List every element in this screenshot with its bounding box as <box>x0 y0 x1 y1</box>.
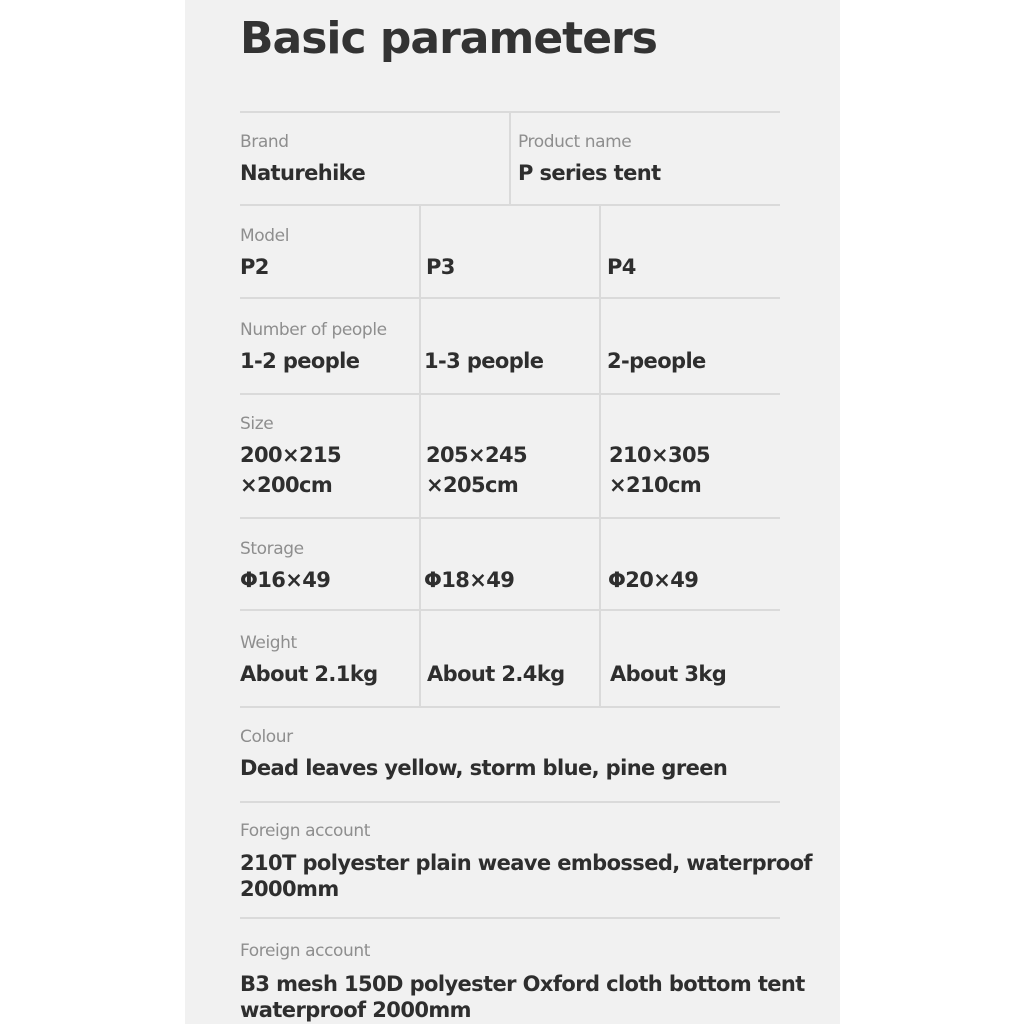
brand-value: Naturehike <box>240 161 366 185</box>
weight-value-p3: About 2.4kg <box>427 662 565 686</box>
row-divider <box>240 297 780 299</box>
weight-value-p2: About 2.1kg <box>240 662 378 686</box>
colour-label: Colour <box>240 727 293 747</box>
foreign-account-2-value-line2: waterproof 2000mm <box>240 998 471 1022</box>
size-value-p3-line1: 205×245 <box>426 443 528 467</box>
foreign-account-value-line1: 210T polyester plain weave embossed, waterproof <box>240 851 812 875</box>
model-value-p2: P2 <box>240 255 269 279</box>
size-cell <box>240 414 341 499</box>
model-label: Model <box>240 226 290 246</box>
colour-value: Dead leaves yellow, storm blue, pine green <box>240 756 728 780</box>
product-name-cell <box>518 132 661 187</box>
foreign-account-label-2: Foreign account <box>240 941 371 961</box>
size-value-p4-line1: 210×305 <box>609 443 711 467</box>
row-divider <box>240 917 780 919</box>
storage-label: Storage <box>240 539 304 559</box>
row-divider <box>240 801 780 803</box>
weight-label: Weight <box>240 633 297 653</box>
people-value-p4: 2-people <box>607 349 706 373</box>
foreign-account-2-value-line1: B3 mesh 150D polyester Oxford cloth bottom tent <box>240 972 805 996</box>
size-value-p2-line2: ×200cm <box>240 473 333 497</box>
size-value-p2-line1: 200×215 <box>240 443 342 467</box>
column-divider <box>509 111 511 204</box>
size-cell-p4 <box>609 442 710 499</box>
row-divider <box>240 204 780 206</box>
product-name-value: P series tent <box>518 161 661 185</box>
foreign-account-label: Foreign account <box>240 821 371 841</box>
column-divider <box>419 204 421 706</box>
model-value-p3: P3 <box>426 255 455 279</box>
storage-value-p3: Φ18×49 <box>424 568 515 592</box>
people-label: Number of people <box>240 320 387 340</box>
storage-value-p4: Φ20×49 <box>608 568 699 592</box>
product-name-label: Product name <box>518 132 632 152</box>
brand-cell <box>240 132 365 187</box>
colour-cell <box>240 727 727 782</box>
row-divider <box>240 609 780 611</box>
size-value-p3-line2: ×205cm <box>426 473 519 497</box>
size-cell-p3 <box>426 442 527 499</box>
size-value-p4-line2: ×210cm <box>609 473 702 497</box>
foreign-account-value-line2: 2000mm <box>240 877 339 901</box>
foreign-account-cell-2 <box>240 941 805 1024</box>
foreign-account-cell <box>240 821 812 903</box>
people-value-p2: 1-2 people <box>240 349 360 373</box>
column-divider <box>599 204 601 706</box>
weight-cell <box>240 633 378 688</box>
page-title: Basic parameters <box>240 13 657 64</box>
people-cell <box>240 320 387 375</box>
model-value-p4: P4 <box>607 255 636 279</box>
storage-cell <box>240 539 330 594</box>
model-cell <box>240 226 289 281</box>
storage-value-p2: Φ16×49 <box>240 568 331 592</box>
people-value-p3: 1-3 people <box>424 349 544 373</box>
size-label: Size <box>240 414 274 434</box>
row-divider <box>240 517 780 519</box>
row-divider <box>240 393 780 395</box>
row-divider <box>240 706 780 708</box>
weight-value-p4: About 3kg <box>610 662 727 686</box>
brand-label: Brand <box>240 132 289 152</box>
